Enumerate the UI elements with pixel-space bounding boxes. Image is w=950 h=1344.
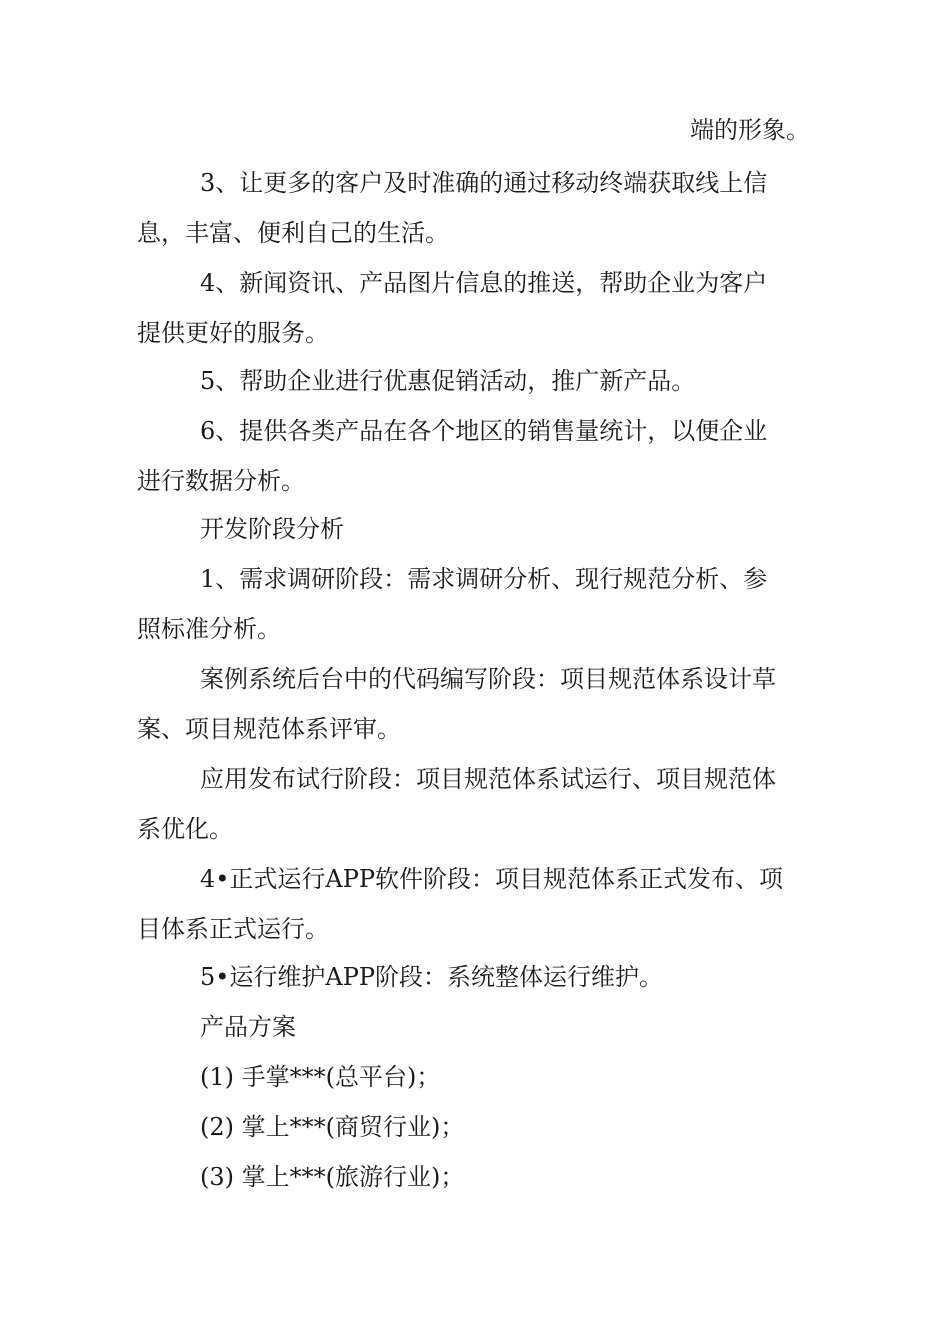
text-line: 3、让更多的客户及时准确的通过移动终端获取线上信	[200, 169, 768, 197]
list-item: (1) 手掌***(总平台)；	[200, 1063, 441, 1091]
text-line: 4•正式运行APP软件阶段：项目规范体系正式发布、项	[200, 865, 784, 893]
list-item: (3) 掌上***(旅游行业)；	[200, 1163, 465, 1191]
text-line: 目体系正式运行。	[137, 915, 329, 943]
text-line: 案例系统后台中的代码编写阶段：项目规范体系设计草	[200, 665, 776, 693]
list-item: (2) 掌上***(商贸行业)；	[200, 1113, 465, 1141]
text-line: 应用发布试行阶段：项目规范体系试运行、项目规范体	[200, 765, 776, 793]
text-line: 1、需求调研阶段：需求调研分析、现行规范分析、参	[200, 565, 768, 593]
text-line: 息，丰富、便利自己的生活。	[137, 219, 449, 247]
text-line: 5、帮助企业进行优惠促销活动，推广新产品。	[200, 367, 696, 395]
text-line: 提供更好的服务。	[137, 319, 329, 347]
text-line: 系优化。	[137, 815, 233, 843]
section-heading: 开发阶段分析	[200, 515, 344, 543]
text-line: 进行数据分析。	[137, 467, 305, 495]
text-line: 5•运行维护APP阶段：系统整体运行维护。	[200, 963, 664, 991]
text-line: 4、新闻资讯、产品图片信息的推送，帮助企业为客户	[200, 269, 768, 297]
text-line: 6、提供各类产品在各个地区的销售量统计，以便企业	[200, 417, 768, 445]
text-line: 照标准分析。	[137, 615, 281, 643]
section-heading: 产品方案	[200, 1013, 296, 1041]
text-line: 案、项目规范体系评审。	[137, 715, 401, 743]
text-line: 端的形象。	[690, 116, 810, 144]
